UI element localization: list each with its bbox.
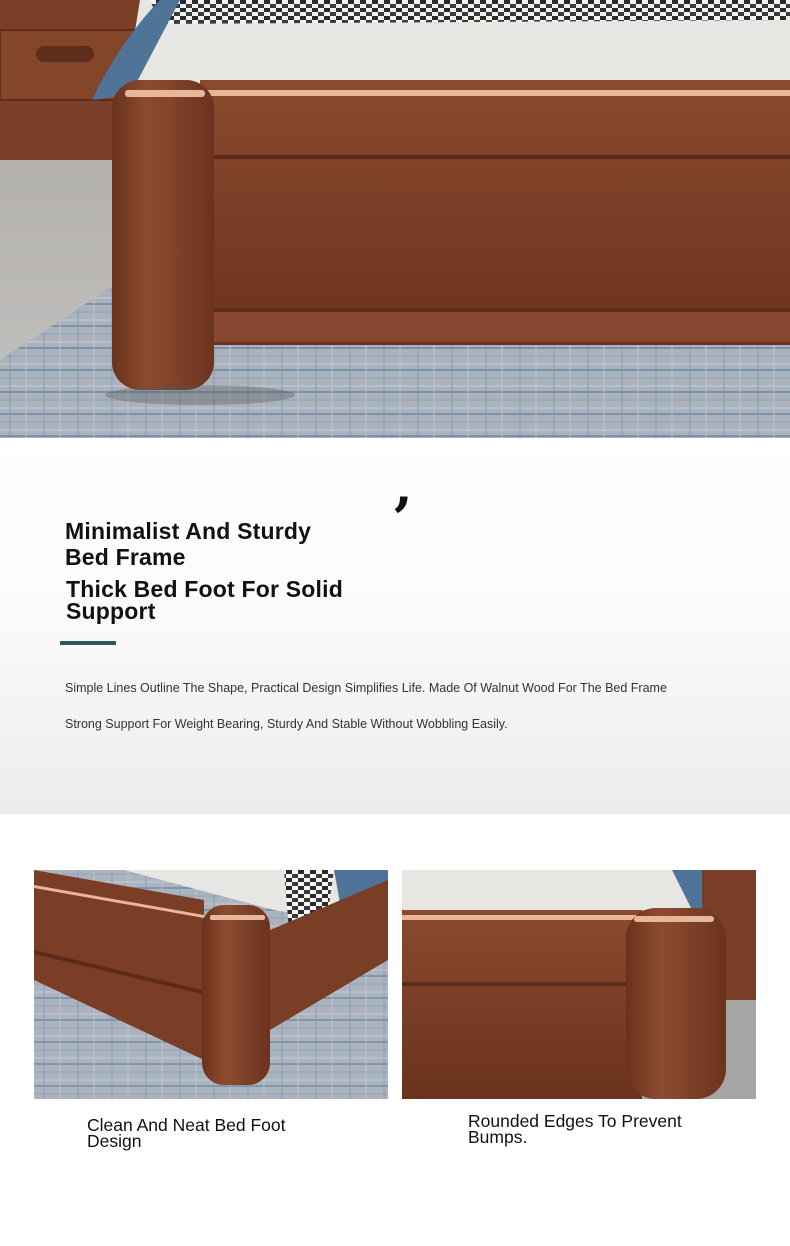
description-line1: Simple Lines Outline The Shape, Practical Design Simplifies Life. Made Of Walnut Wood For The Bed Frame	[65, 681, 667, 695]
feature-title-line1: Minimalist And Sturdy	[65, 518, 312, 544]
feature-subtitle-line2: Support	[66, 598, 156, 624]
rounded-edge-detail-photo	[402, 870, 756, 1099]
hero-bed-frame-photo	[0, 0, 790, 438]
caption-bed-foot	[87, 1117, 285, 1149]
bed-foot-illustration	[34, 870, 388, 1099]
bed-foot-detail-photo	[34, 870, 388, 1099]
feature-subtitle-line1: Thick Bed Foot For Solid	[66, 576, 343, 602]
rounded-edge-illustration	[402, 870, 756, 1099]
feature-title-line2: Bed Frame	[65, 544, 186, 570]
feature-description-section	[0, 438, 790, 814]
bed-corner-illustration	[0, 0, 790, 438]
caption-rounded-edges-line1: Rounded Edges To Prevent	[468, 1111, 682, 1131]
caption-rounded-edges	[468, 1113, 682, 1145]
accent-divider	[60, 641, 116, 645]
description-line2: Strong Support For Weight Bearing, Sturdy And Stable Without Wobbling Easily.	[65, 717, 508, 731]
caption-rounded-edges-line2: Bumps.	[468, 1127, 528, 1147]
caption-bed-foot-line2: Design	[87, 1131, 142, 1151]
caption-bed-foot-line1: Clean And Neat Bed Foot	[87, 1115, 286, 1135]
decorative-quote-mark: ’	[392, 485, 413, 553]
